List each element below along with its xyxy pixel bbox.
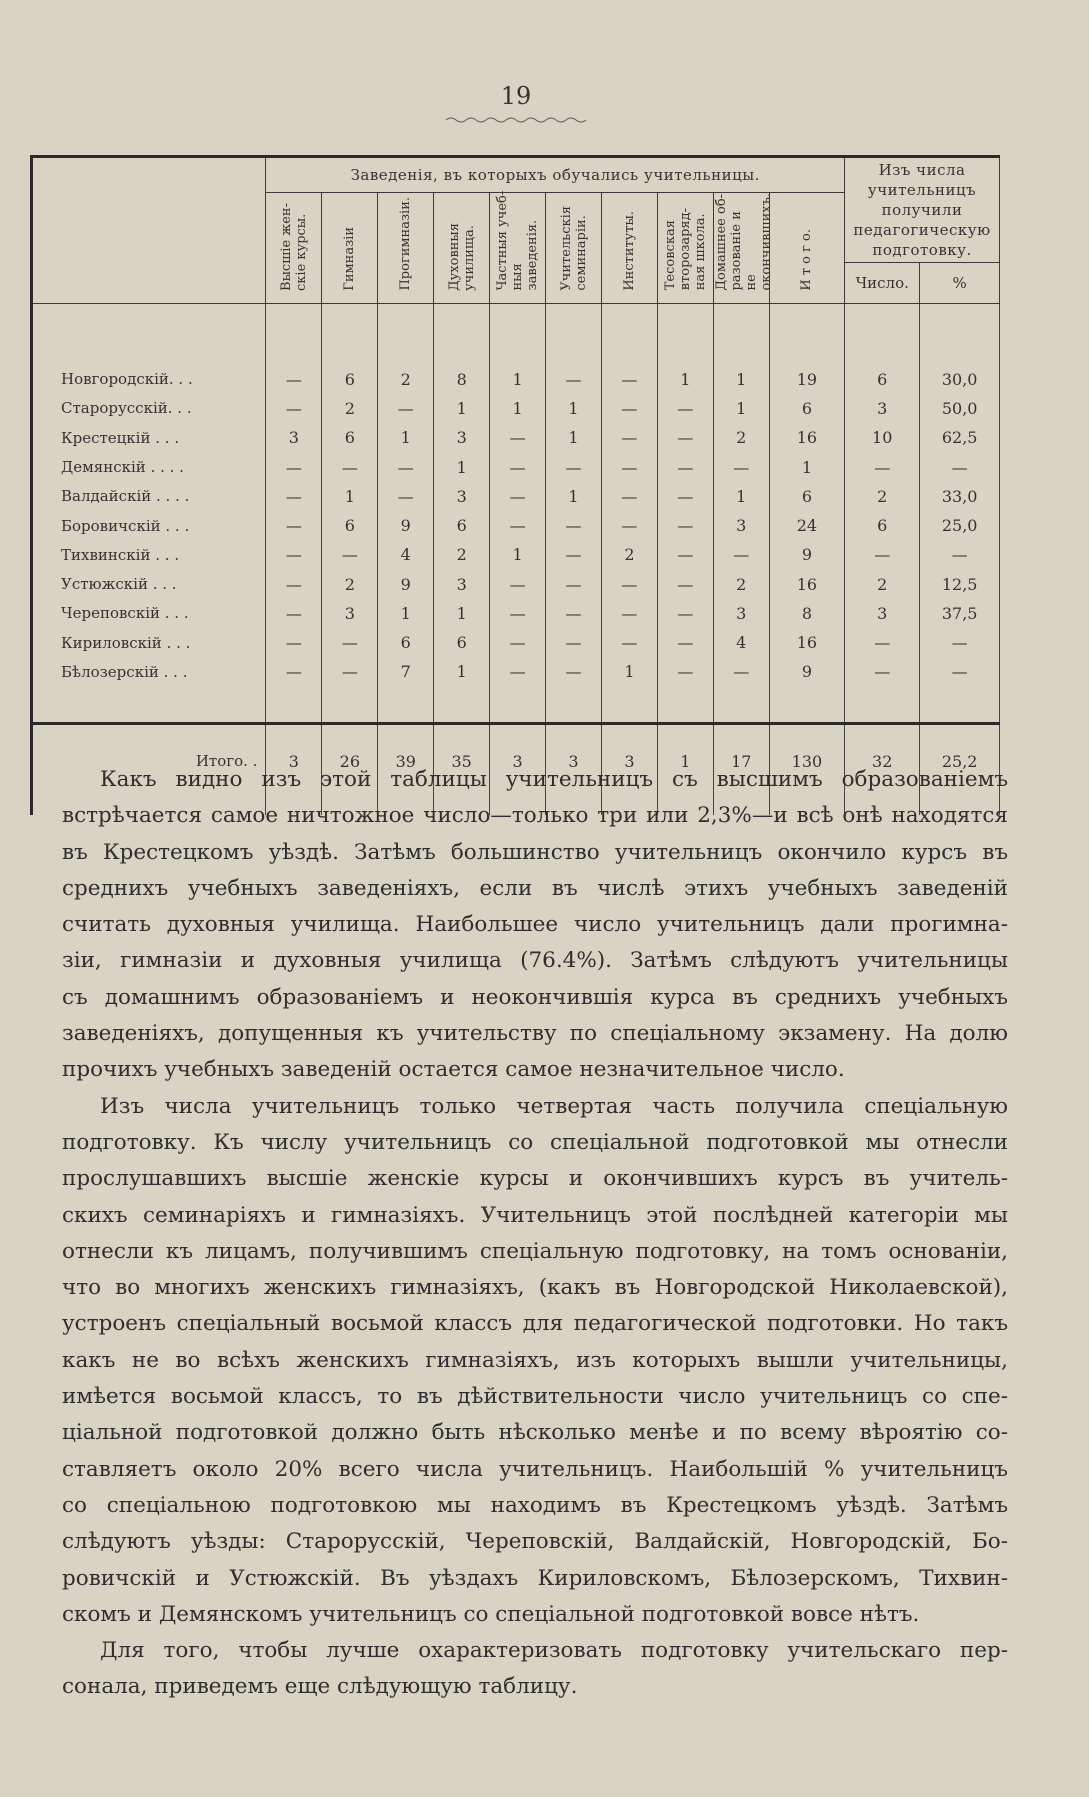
table-cell: 3 xyxy=(434,482,490,511)
table-cell: — xyxy=(322,628,378,657)
table-cell: 4 xyxy=(378,540,434,569)
table-cell: — xyxy=(490,482,546,511)
table-cell: — xyxy=(845,452,920,481)
table-cell: — xyxy=(546,599,602,628)
table-cell: 30,0 xyxy=(920,365,1000,394)
column-header xyxy=(266,193,322,304)
column-header xyxy=(322,193,378,304)
table-cell: 17 xyxy=(713,724,769,798)
text-line: зіи, гимназіи и духовныя училища (76.4%). Затѣмъ слѣдуютъ учительницы xyxy=(62,948,1008,974)
text-line: встрѣчается самое ничтожное число—только три или 2,3%—и всѣ онѣ находятся xyxy=(62,803,1008,829)
district-name: Тихвинскій . . . xyxy=(32,540,266,569)
table-cell: 1 xyxy=(490,394,546,423)
table-cell: 9 xyxy=(769,657,844,686)
table-cell: — xyxy=(266,511,322,540)
table-cell: — xyxy=(657,452,713,481)
training-group-header: Изъ числа учительницъ получили педагогическую подготовку. xyxy=(845,157,1000,263)
table-cell: — xyxy=(490,511,546,540)
table-cell: — xyxy=(546,628,602,657)
text-line: ставляетъ около 20% всего числа учительницъ. Наибольшій % учительницъ xyxy=(62,1456,1008,1482)
table-cell: — xyxy=(266,599,322,628)
table-cell: — xyxy=(920,452,1000,481)
text-line: подготовку. Къ числу учительницъ со спеціальной подготовкой мы отнесли xyxy=(62,1129,1008,1155)
district-name: Валдайскій . . . . xyxy=(32,482,266,511)
text-line: какъ не во всѣхъ женскихъ гимназіяхъ, изъ которыхъ вышли учительницы, xyxy=(62,1347,1008,1373)
paragraph xyxy=(62,762,1008,1089)
table-cell: 2 xyxy=(322,394,378,423)
column-header-label: Домашнее об- разованіе и не окончившихъ. xyxy=(713,193,774,291)
table-cell: 6 xyxy=(434,628,490,657)
text-line: что во многихъ женскихъ гимназіяхъ, (какъ въ Новгородской Николаевской), xyxy=(62,1275,1008,1301)
table-cell: 1 xyxy=(713,482,769,511)
table-cell: — xyxy=(601,628,657,657)
table-row xyxy=(32,452,1000,481)
table-cell: — xyxy=(378,482,434,511)
table-cell: — xyxy=(713,540,769,569)
table-cell: 2 xyxy=(713,423,769,452)
district-name: Бѣлозерскій . . . xyxy=(32,657,266,686)
table-cell: — xyxy=(657,540,713,569)
table-cell: 26 xyxy=(322,724,378,798)
table-cell: 3 xyxy=(546,724,602,798)
table-cell: 62,5 xyxy=(920,423,1000,452)
table-cell: 1 xyxy=(713,365,769,394)
table-cell: 2 xyxy=(378,365,434,394)
text-line: скомъ и Демянскомъ учительницъ со спеціальной подготовкой вовсе нѣтъ. xyxy=(62,1601,920,1627)
table-cell: — xyxy=(601,570,657,599)
table-cell: — xyxy=(657,628,713,657)
table-cell: 7 xyxy=(378,657,434,686)
table-cell: — xyxy=(657,423,713,452)
table-cell: 3 xyxy=(713,511,769,540)
body-text xyxy=(62,762,1008,1706)
text-line: Какъ видно изъ этой таблицы учительницъ съ высшимъ образованіемъ xyxy=(100,767,1008,792)
table-cell: — xyxy=(266,482,322,511)
table-row xyxy=(32,511,1000,540)
column-header xyxy=(713,193,774,304)
table-row xyxy=(32,540,1000,569)
text-line: сонала, приведемъ еще слѣдующую таблицу. xyxy=(62,1674,578,1700)
text-line: ціальной подготовкой должно быть нѣсколько менѣе и по всему вѣроятію со- xyxy=(62,1420,1008,1446)
table-cell: 3 xyxy=(322,599,378,628)
table-cell: — xyxy=(920,628,1000,657)
table-row xyxy=(32,570,1000,599)
table-row xyxy=(32,657,1000,686)
text-line: прочихъ учебныхъ заведеній остается самое незначительное число. xyxy=(62,1057,845,1083)
table-cell: 3 xyxy=(266,423,322,452)
table-cell: 50,0 xyxy=(920,394,1000,423)
table-cell: 12,5 xyxy=(920,570,1000,599)
table-cell: 16 xyxy=(769,628,844,657)
table-cell: 1 xyxy=(490,540,546,569)
table-cell: — xyxy=(266,570,322,599)
table-cell: 25,0 xyxy=(920,511,1000,540)
table-cell: — xyxy=(601,482,657,511)
table-cell: 6 xyxy=(845,511,920,540)
table-cell: 1 xyxy=(713,394,769,423)
text-line: со спеціальною подготовкою мы находимъ въ Крестецкомъ уѣздѣ. Затѣмъ xyxy=(62,1492,1008,1518)
ornament-wavy-line xyxy=(446,116,586,124)
table-cell: 2 xyxy=(845,570,920,599)
column-header xyxy=(546,193,602,304)
column-header-label: Учительскія семинаріи. xyxy=(558,205,589,291)
column-header-label: И т о г о. xyxy=(799,228,815,291)
table-cell: — xyxy=(601,452,657,481)
table-cell: 1 xyxy=(657,365,713,394)
table-cell: 2 xyxy=(845,482,920,511)
table-cell: 33,0 xyxy=(920,482,1000,511)
table-cell: — xyxy=(322,540,378,569)
table-cell: — xyxy=(845,628,920,657)
column-header-label: Высшіе жен- скіе курсы. xyxy=(278,202,309,291)
count-column-header: Число. xyxy=(845,262,920,303)
table-cell: 4 xyxy=(713,628,769,657)
table-cell: — xyxy=(266,394,322,423)
table-cell: 1 xyxy=(546,423,602,452)
table-cell: — xyxy=(490,628,546,657)
table-cell: — xyxy=(657,394,713,423)
table-cell: — xyxy=(657,482,713,511)
table-cell: — xyxy=(378,394,434,423)
table-cell: — xyxy=(657,657,713,686)
institutions-group-header: Заведенія, въ которыхъ обучались учительницы. xyxy=(266,157,845,193)
text-line: имѣется восьмой классъ, то въ дѣйствительности число учительницъ со спе- xyxy=(62,1384,1008,1410)
table-cell: — xyxy=(266,628,322,657)
table-row xyxy=(32,365,1000,394)
table-cell: — xyxy=(657,570,713,599)
district-name: Устюжскій . . . xyxy=(32,570,266,599)
district-name: Новгородскій. . . xyxy=(32,365,266,394)
table-cell: — xyxy=(490,452,546,481)
table-cell: 3 xyxy=(266,724,322,798)
column-header-label: Духовныя училища. xyxy=(446,222,477,291)
table-cell: — xyxy=(920,657,1000,686)
text-line: слѣдуютъ уѣзды: Старорусскій, Череповскій, Валдайскій, Новгородскій, Бо- xyxy=(62,1529,1008,1555)
table-cell: — xyxy=(266,540,322,569)
district-name: Старорусскій. . . xyxy=(32,394,266,423)
paragraph xyxy=(62,1633,1008,1706)
table-cell: 1 xyxy=(378,423,434,452)
district-name: Боровичскій . . . xyxy=(32,511,266,540)
table-cell: 16 xyxy=(769,423,844,452)
column-header xyxy=(601,193,657,304)
table-cell: 1 xyxy=(434,657,490,686)
table-cell: 1 xyxy=(434,394,490,423)
text-line: скихъ семинаріяхъ и гимназіяхъ. Учительницъ этой послѣдней категоріи мы xyxy=(62,1202,1008,1228)
text-line: съ домашнимъ образованіемъ и неокончившія курса въ среднихъ учебныхъ xyxy=(62,984,1008,1010)
column-header-label: Тесовская второзаряд- ная школа. xyxy=(662,208,708,291)
table-cell: — xyxy=(657,511,713,540)
table-cell: 9 xyxy=(378,570,434,599)
table-cell: 2 xyxy=(713,570,769,599)
table-spacer-row xyxy=(32,687,1000,717)
district-name: Демянскій . . . . xyxy=(32,452,266,481)
table-cell: 3 xyxy=(713,599,769,628)
table-cell: 2 xyxy=(434,540,490,569)
table-cell: — xyxy=(546,452,602,481)
table-cell: — xyxy=(378,452,434,481)
table-cell: 3 xyxy=(601,724,657,798)
district-name: Череповскій . . . xyxy=(32,599,266,628)
table-cell: — xyxy=(601,599,657,628)
table-spacer-row xyxy=(32,303,1000,365)
table-cell: 1 xyxy=(601,657,657,686)
table-cell: 1 xyxy=(490,365,546,394)
table-cell: 6 xyxy=(378,628,434,657)
teachers-education-table xyxy=(30,155,1000,815)
table-cell: 9 xyxy=(769,540,844,569)
column-header xyxy=(434,193,490,304)
text-line: среднихъ учебныхъ заведеніяхъ, если въ числѣ этихъ учебныхъ заведеній xyxy=(62,875,1008,901)
table-cell: — xyxy=(490,423,546,452)
table-cell: — xyxy=(546,570,602,599)
column-header xyxy=(769,193,844,304)
table-cell: 1 xyxy=(546,482,602,511)
table-cell: 2 xyxy=(322,570,378,599)
table-cell: 6 xyxy=(769,482,844,511)
table-cell: 9 xyxy=(378,511,434,540)
table-cell: 1 xyxy=(434,599,490,628)
district-name: Итого. . xyxy=(32,724,266,798)
column-header-label: Прогимназіи. xyxy=(398,196,414,291)
table-cell: — xyxy=(490,570,546,599)
table-cell: 6 xyxy=(322,423,378,452)
table-cell: 6 xyxy=(769,394,844,423)
table-cell: 130 xyxy=(769,724,844,798)
table-cell: 35 xyxy=(434,724,490,798)
table-cell: 37,5 xyxy=(920,599,1000,628)
text-line: считать духовныя училища. Наибольшее число учительницъ дали прогимна- xyxy=(62,912,1008,938)
table-cell: — xyxy=(546,540,602,569)
table-row xyxy=(32,599,1000,628)
table-row xyxy=(32,628,1000,657)
table-row xyxy=(32,423,1000,452)
table-cell: — xyxy=(546,511,602,540)
paragraph xyxy=(62,1089,1008,1633)
district-name: Крестецкій . . . xyxy=(32,423,266,452)
text-line: устроенъ спеціальный восьмой классъ для педагогической подготовки. Но такъ xyxy=(62,1311,1008,1337)
column-header xyxy=(490,190,546,304)
table-cell: 3 xyxy=(434,570,490,599)
text-line: прослушавшихъ высшіе женскіе курсы и окончившихъ курсъ въ учитель- xyxy=(62,1166,1008,1192)
text-line: заведеніяхъ, допущенныя къ учительству по спеціальному экзамену. На долю xyxy=(62,1021,1008,1047)
table-cell: 3 xyxy=(845,394,920,423)
column-header-label: Гимназіи xyxy=(342,226,358,291)
table-cell: — xyxy=(546,365,602,394)
table-cell: 6 xyxy=(322,365,378,394)
table-cell: — xyxy=(266,452,322,481)
table-cell: 1 xyxy=(546,394,602,423)
table-cell: 8 xyxy=(769,599,844,628)
table-cell: 10 xyxy=(845,423,920,452)
table-cell: — xyxy=(322,657,378,686)
table-cell: 8 xyxy=(434,365,490,394)
table-cell: — xyxy=(713,657,769,686)
text-line: отнесли къ лицамъ, получившимъ спеціальную подготовку, на томъ основаніи, xyxy=(62,1238,1008,1264)
table-cell: 3 xyxy=(845,599,920,628)
table-cell: 1 xyxy=(378,599,434,628)
table-cell: — xyxy=(601,511,657,540)
percent-column-header: % xyxy=(920,262,1000,303)
text-line: въ Крестецкомъ уѣздѣ. Затѣмъ большинство учительницъ окончило курсъ въ xyxy=(62,839,1008,865)
table-cell: — xyxy=(920,540,1000,569)
text-line: Для того, чтобы лучше охарактеризовать подготовку учительскаго пер- xyxy=(100,1638,1008,1664)
table-cell: — xyxy=(266,657,322,686)
text-line: Изъ числа учительницъ только четвертая часть получила спеціальную xyxy=(100,1093,1008,1119)
table-cell: — xyxy=(601,423,657,452)
table-cell: — xyxy=(546,657,602,686)
table-cell: 3 xyxy=(434,423,490,452)
table-corner-cell xyxy=(32,157,266,304)
table-cell: 25,2 xyxy=(920,724,1000,798)
table-cell: 6 xyxy=(434,511,490,540)
table-cell: 19 xyxy=(769,365,844,394)
column-header-label: Институты. xyxy=(621,210,637,291)
district-name: Кириловскій . . . xyxy=(32,628,266,657)
table-cell: 1 xyxy=(434,452,490,481)
table-cell: 1 xyxy=(322,482,378,511)
table-cell: — xyxy=(601,394,657,423)
table-cell: — xyxy=(601,365,657,394)
table-cell: 24 xyxy=(769,511,844,540)
table-cell: — xyxy=(713,452,769,481)
table-cell: — xyxy=(490,599,546,628)
table-row xyxy=(32,394,1000,423)
table-row xyxy=(32,482,1000,511)
table-cell: 16 xyxy=(769,570,844,599)
table-cell: 3 xyxy=(490,724,546,798)
table-cell: 2 xyxy=(601,540,657,569)
table-cell: 32 xyxy=(845,724,920,798)
column-header xyxy=(657,193,713,304)
table-cell: — xyxy=(845,540,920,569)
table-cell: — xyxy=(322,452,378,481)
table-cell: — xyxy=(657,599,713,628)
column-header-label: Частныя учеб- ныя заведенія. xyxy=(495,190,541,291)
table-cell: — xyxy=(490,657,546,686)
table-cell: 1 xyxy=(657,724,713,798)
page-number: 19 xyxy=(500,82,532,110)
table-cell: — xyxy=(266,365,322,394)
table-cell: 6 xyxy=(322,511,378,540)
column-header xyxy=(378,193,434,304)
table-cell: 1 xyxy=(769,452,844,481)
table-cell: 39 xyxy=(378,724,434,798)
table-cell: — xyxy=(845,657,920,686)
text-line: ровичскій и Устюжскій. Въ уѣздахъ Кириловскомъ, Бѣлозерскомъ, Тихвин- xyxy=(62,1565,1008,1591)
table-cell: 6 xyxy=(845,365,920,394)
